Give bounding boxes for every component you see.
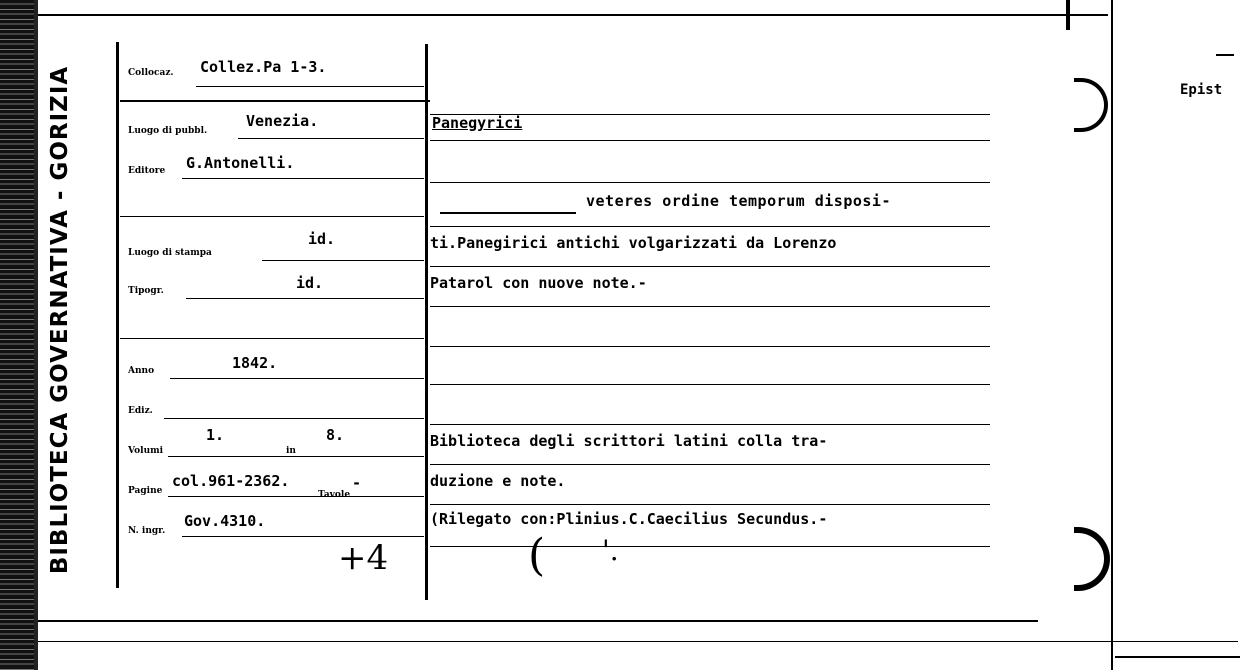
label-tavole: Tavole xyxy=(318,490,351,500)
luogo-pubbl-line xyxy=(238,138,424,139)
blank-line-2 xyxy=(120,338,424,339)
handwritten-mark-2: '. xyxy=(602,534,619,567)
entry-line-11 xyxy=(430,546,990,547)
punch-hole-bottom xyxy=(1074,527,1110,591)
label-collocazione: Collocaz. xyxy=(128,68,174,78)
value-volumi: 1. xyxy=(206,426,225,444)
punch-hole-top xyxy=(1074,78,1108,132)
value-luogo-stampa: id. xyxy=(308,230,336,248)
entry-line-1 xyxy=(430,140,990,141)
tipogr-line xyxy=(186,298,424,299)
entry-dash-line xyxy=(440,212,576,214)
handwritten-mark-1: ( xyxy=(528,530,546,581)
label-pagine: Pagine xyxy=(128,486,163,496)
library-title: BIBLIOTECA GOVERNATIVA - GORIZIA xyxy=(47,65,73,575)
value-volumi-in: 8. xyxy=(326,426,345,444)
label-anno: Anno xyxy=(128,366,155,376)
value-luogo-pubbl: Venezia. xyxy=(246,112,319,130)
left-column-rule xyxy=(116,42,119,588)
entry-line-7 xyxy=(430,384,990,385)
card-bottom-shadow xyxy=(38,641,1238,642)
next-card-fragment: Epist xyxy=(1180,82,1223,98)
header-separator xyxy=(120,100,430,102)
card-top-edge xyxy=(38,14,1108,16)
handwritten-number: +4 xyxy=(338,538,389,578)
label-volumi: Volumi xyxy=(128,446,164,456)
label-in: in xyxy=(286,446,296,456)
entry-line-10 xyxy=(430,504,990,505)
entry-text-2: veteres ordine temporum disposi- xyxy=(586,192,891,210)
entry-line-5 xyxy=(430,306,990,307)
entry-line-3 xyxy=(430,226,990,227)
entry-line-9 xyxy=(430,464,990,465)
card-right-edge xyxy=(1111,0,1113,670)
label-tipogr: Tipogr. xyxy=(128,286,164,296)
entry-text-5: Biblioteca degli scrittori latini colla tra- xyxy=(430,432,828,450)
next-card-mark xyxy=(1216,54,1234,56)
entry-text-6: duzione e note. xyxy=(430,472,566,490)
collocazione-line xyxy=(196,86,424,87)
value-n-ingr: Gov.4310. xyxy=(184,512,266,530)
luogo-stampa-line xyxy=(262,260,424,261)
label-luogo-stampa: Luogo di stampa xyxy=(128,248,212,258)
entry-title: Panegyrici xyxy=(432,114,523,132)
value-collocazione: Collez.Pa 1-3. xyxy=(200,58,327,76)
entry-text-7: (Rilegato con:Plinius.C.Caecilius Secundus.- xyxy=(430,510,828,528)
value-anno: 1842. xyxy=(232,354,278,372)
blank-line-1 xyxy=(120,216,424,217)
card-binding-edge xyxy=(0,0,34,670)
label-luogo-pubbl: Luogo di pubbl. xyxy=(128,126,208,136)
ediz-line xyxy=(164,418,424,419)
entry-line-8 xyxy=(430,424,990,425)
value-pagine: col.961-2362. xyxy=(172,472,290,490)
next-card-bottom-edge xyxy=(1115,656,1240,658)
middle-column-rule xyxy=(425,44,428,600)
entry-line-6 xyxy=(430,346,990,347)
card-bottom-edge xyxy=(38,620,1038,622)
label-n-ingr: N. ingr. xyxy=(128,526,166,536)
entry-text-4: Patarol con nuove note.- xyxy=(430,274,647,292)
label-ediz: Ediz. xyxy=(128,406,153,416)
label-editore: Editore xyxy=(128,166,166,176)
anno-line xyxy=(170,378,424,379)
value-editore: G.Antonelli. xyxy=(186,154,295,172)
pagine-line xyxy=(168,496,424,497)
card-top-notch xyxy=(1066,0,1070,30)
value-tipogr: id. xyxy=(296,274,324,292)
ningr-line xyxy=(182,536,424,537)
entry-text-3: ti.Panegirici antichi volgarizzati da Lorenzo xyxy=(430,234,837,252)
editore-line xyxy=(182,178,424,179)
value-tavole: - xyxy=(352,474,362,492)
entry-line-4 xyxy=(430,266,990,267)
card-binding-edge-line xyxy=(34,0,38,670)
volumi-line xyxy=(168,456,424,457)
entry-line-2 xyxy=(430,182,990,183)
